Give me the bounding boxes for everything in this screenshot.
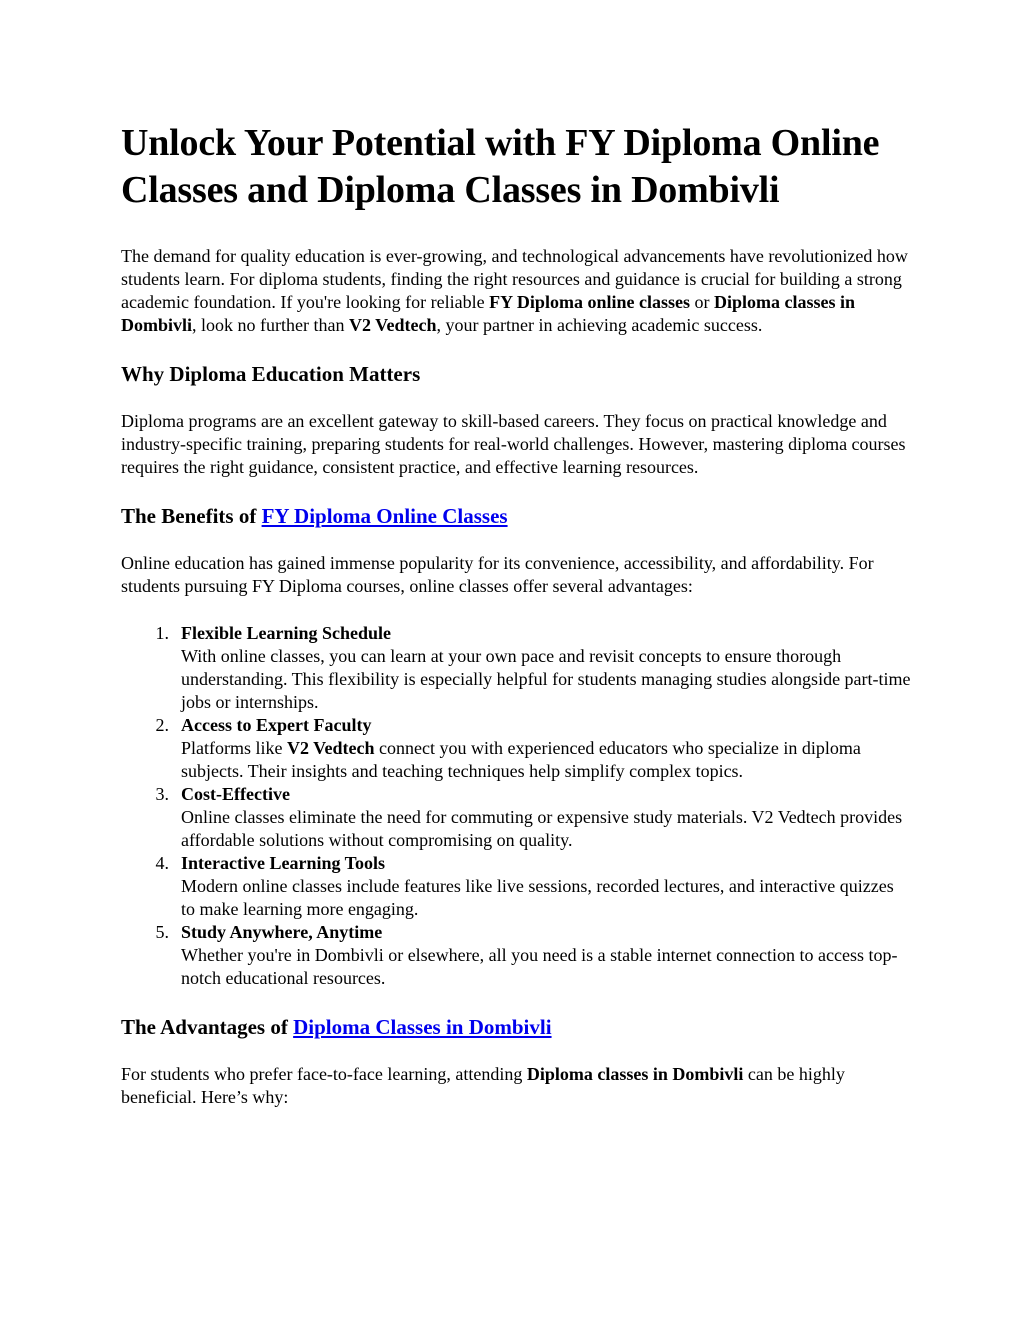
document-page [121,120,911,1133]
list-item-number: 4. [155,853,169,873]
list-item-number: 2. [155,715,169,735]
page-title: Unlock Your Potential with FY Diploma Online Classes and Diploma Classes in Dombivli [121,122,880,211]
intro-bold-diploma-dombivli: Diploma classes in Dombivli [121,292,855,335]
desc-text-a: Platforms like [181,738,287,758]
diploma-classes-dombivli-link[interactable]: Diploma Classes in Dombivli [293,1015,552,1039]
intro-bold-fy-diploma: FY Diploma online classes [489,292,690,312]
intro-text-1: The demand for quality education is ever-growing, and technological advancements have revolutionized how students learn. For diploma students, finding the right resources and guidance is crucial for building a strong academic foundation. If you're looking for reliable [121,246,908,312]
list-item-number: 3. [155,784,169,804]
desc-bold-v2-vedtech: V2 Vedtech [287,738,375,758]
section-body-benefits: Online education has gained immense popularity for its convenience, accessibility, and affordability. For students pursuing FY Diploma courses, online classes offer several advantages: [121,553,874,596]
list-item-description: Online classes eliminate the need for commuting or expensive study materials. V2 Vedtech provides affordable solutions without compromising on quality. [181,807,903,850]
benefits-list [121,622,911,990]
intro-text-2: or [689,292,714,312]
list-item-title: Cost-Effective [181,784,290,804]
list-item [121,921,911,990]
list-item [121,714,911,783]
section-heading-advantages [121,1014,911,1040]
advantages-text-c: can be highly beneficial. Here’s why: [121,1064,845,1107]
list-item-description: Modern online classes include features like live sessions, recorded lectures, and interactive quizzes to make learning more engaging. [181,876,894,919]
list-item-description: With online classes, you can learn at your own pace and revisit concepts to ensure thorough understanding. This flexibility is especially helpful for students managing studies alongside part-time jobs or internships. [181,646,911,712]
section-heading-benefits [121,503,911,529]
list-item [121,852,911,921]
list-item-number: 5. [155,922,169,942]
intro-bold-v2-vedtech: V2 Vedtech [348,315,437,335]
list-item [121,622,911,714]
list-item-number: 1. [155,623,169,643]
list-item-title: Study Anywhere, Anytime [181,922,383,942]
fy-diploma-online-classes-link[interactable]: FY Diploma Online Classes [261,504,508,528]
benefits-heading-prefix: The Benefits of [121,504,262,528]
intro-paragraph [121,245,911,337]
intro-text-4: , your partner in achieving academic success. [436,315,763,335]
advantages-heading-prefix: The Advantages of [121,1015,294,1039]
list-item [121,783,911,852]
desc-text-c: connect you with experienced educators who specialize in diploma subjects. Their insights and teaching techniques help simplify complex topics. [181,738,861,781]
list-item-title: Flexible Learning Schedule [181,623,392,643]
advantages-bold-diploma-dombivli: Diploma classes in Dombivli [526,1064,744,1084]
section-heading-why-diploma: Why Diploma Education Matters [121,362,421,386]
section-body-why-diploma: Diploma programs are an excellent gateway to skill-based careers. They focus on practical knowledge and industry-specific training, preparing students for real-world challenges. However, mastering diploma courses requires the right guidance, consistent practice, and effective learning resources. [121,411,906,477]
list-item-description: Whether you're in Dombivli or elsewhere, all you need is a stable internet connection to access top-notch educational resources. [181,945,898,988]
intro-text-3: , look no further than [192,315,349,335]
advantages-text-a: For students who prefer face-to-face learning, attending [121,1064,527,1084]
section-body-advantages [121,1063,911,1109]
list-item-title: Access to Expert Faculty [181,715,372,735]
list-item-description [181,737,911,783]
list-item-title: Interactive Learning Tools [181,853,386,873]
